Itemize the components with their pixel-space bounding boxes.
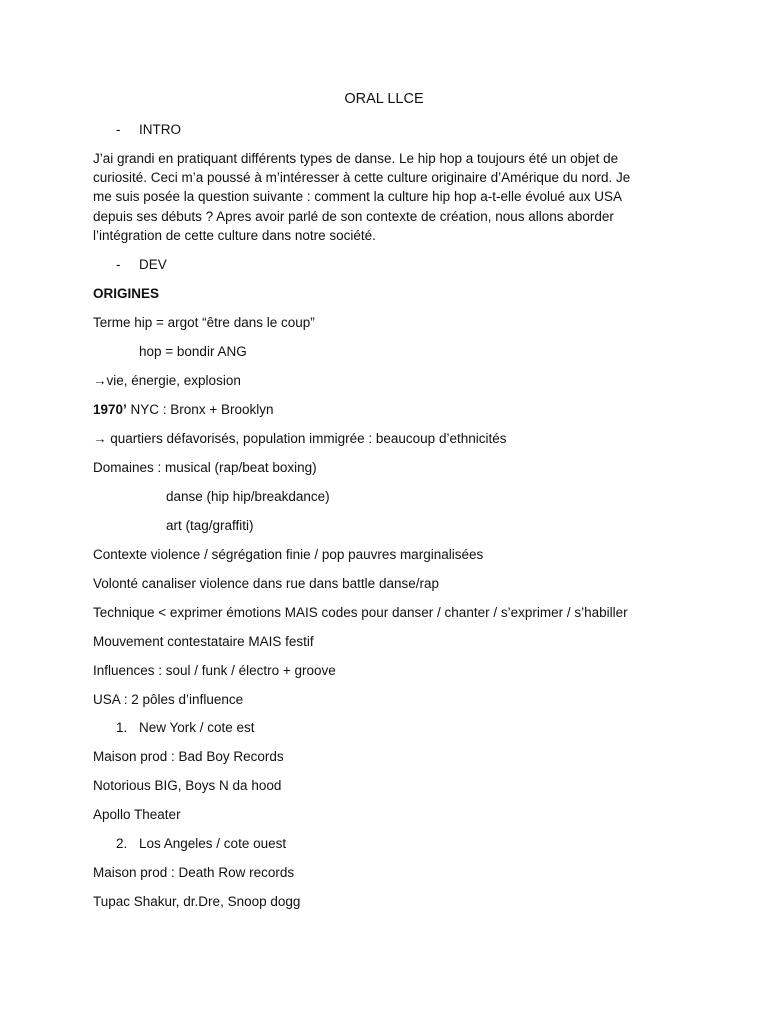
- text-line-maison-ny: Maison prod : Bad Boy Records: [93, 749, 284, 764]
- list-number-2: 2.: [116, 836, 128, 851]
- intro-paragraph-line: curiosité. Ceci m’a poussé à m’intéresser à cette culture originaire d’Amérique du nord. Je: [93, 170, 631, 186]
- text-line-notorious: Notorious BIG, Boys N da hood: [93, 778, 282, 793]
- dev-bullet-marker: -: [116, 257, 121, 272]
- text-line-influences: Influences : soul / funk / électro + groove: [93, 663, 336, 678]
- intro-paragraph-line: depuis ses débuts ? Apres avoir parlé de son contexte de création, nous allons aborder: [93, 208, 614, 224]
- text-line-1970: [93, 401, 273, 419]
- intro-paragraph: [93, 149, 673, 245]
- text-line-hop: hop = bondir ANG: [139, 344, 247, 359]
- list-item-new-york: New York / cote est: [139, 720, 255, 735]
- text-line-terme-hip: Terme hip = argot “être dans le coup”: [93, 315, 315, 330]
- intro-heading: INTRO: [139, 122, 181, 137]
- text-line-usa: USA : 2 pôles d’influence: [93, 692, 244, 707]
- text-line-apollo: Apollo Theater: [93, 807, 181, 822]
- text-line-mouvement: Mouvement contestataire MAIS festif: [93, 634, 314, 649]
- text-line-danse: danse (hip hip/breakdance): [166, 489, 330, 504]
- text-line-domaines: Domaines : musical (rap/beat boxing): [93, 460, 317, 475]
- text-line-volonte: Volonté canaliser violence dans rue dans battle danse/rap: [93, 576, 439, 591]
- dev-heading: DEV: [139, 257, 167, 272]
- text-line-tupac: Tupac Shakur, dr.Dre, Snoop dogg: [93, 894, 301, 909]
- intro-bullet-marker: -: [116, 122, 121, 137]
- text-line-vie: →vie, énergie, explosion: [93, 373, 241, 388]
- intro-paragraph-line: l’intégration de cette culture dans notre société.: [93, 227, 376, 243]
- document-title: ORAL LLCE: [344, 91, 424, 107]
- text-line-technique: Technique < exprimer émotions MAIS codes pour danser / chanter / s’exprimer / s’habiller: [93, 605, 628, 620]
- text-line-quartiers: → quartiers défavorisés, population immigrée : beaucoup d’ethnicités: [93, 431, 507, 446]
- year-description: NYC : Bronx + Brooklyn: [126, 402, 274, 417]
- year-label: 1970’: [93, 402, 127, 417]
- text-line-art: art (tag/graffiti): [166, 518, 254, 533]
- list-item-los-angeles: Los Angeles / cote ouest: [139, 836, 287, 851]
- intro-paragraph-line: me suis posée la question suivante : comment la culture hip hop a-t-elle évolué aux USA: [93, 189, 623, 205]
- intro-paragraph-line: J’ai grandi en pratiquant différents types de danse. Le hip hop a toujours été un objet de: [93, 151, 619, 166]
- list-number-1: 1.: [116, 720, 128, 735]
- text-line-contexte: Contexte violence / ségrégation finie / pop pauvres marginalisées: [93, 547, 484, 562]
- origines-heading: ORIGINES: [93, 286, 160, 301]
- text-line-maison-la: Maison prod : Death Row records: [93, 865, 295, 880]
